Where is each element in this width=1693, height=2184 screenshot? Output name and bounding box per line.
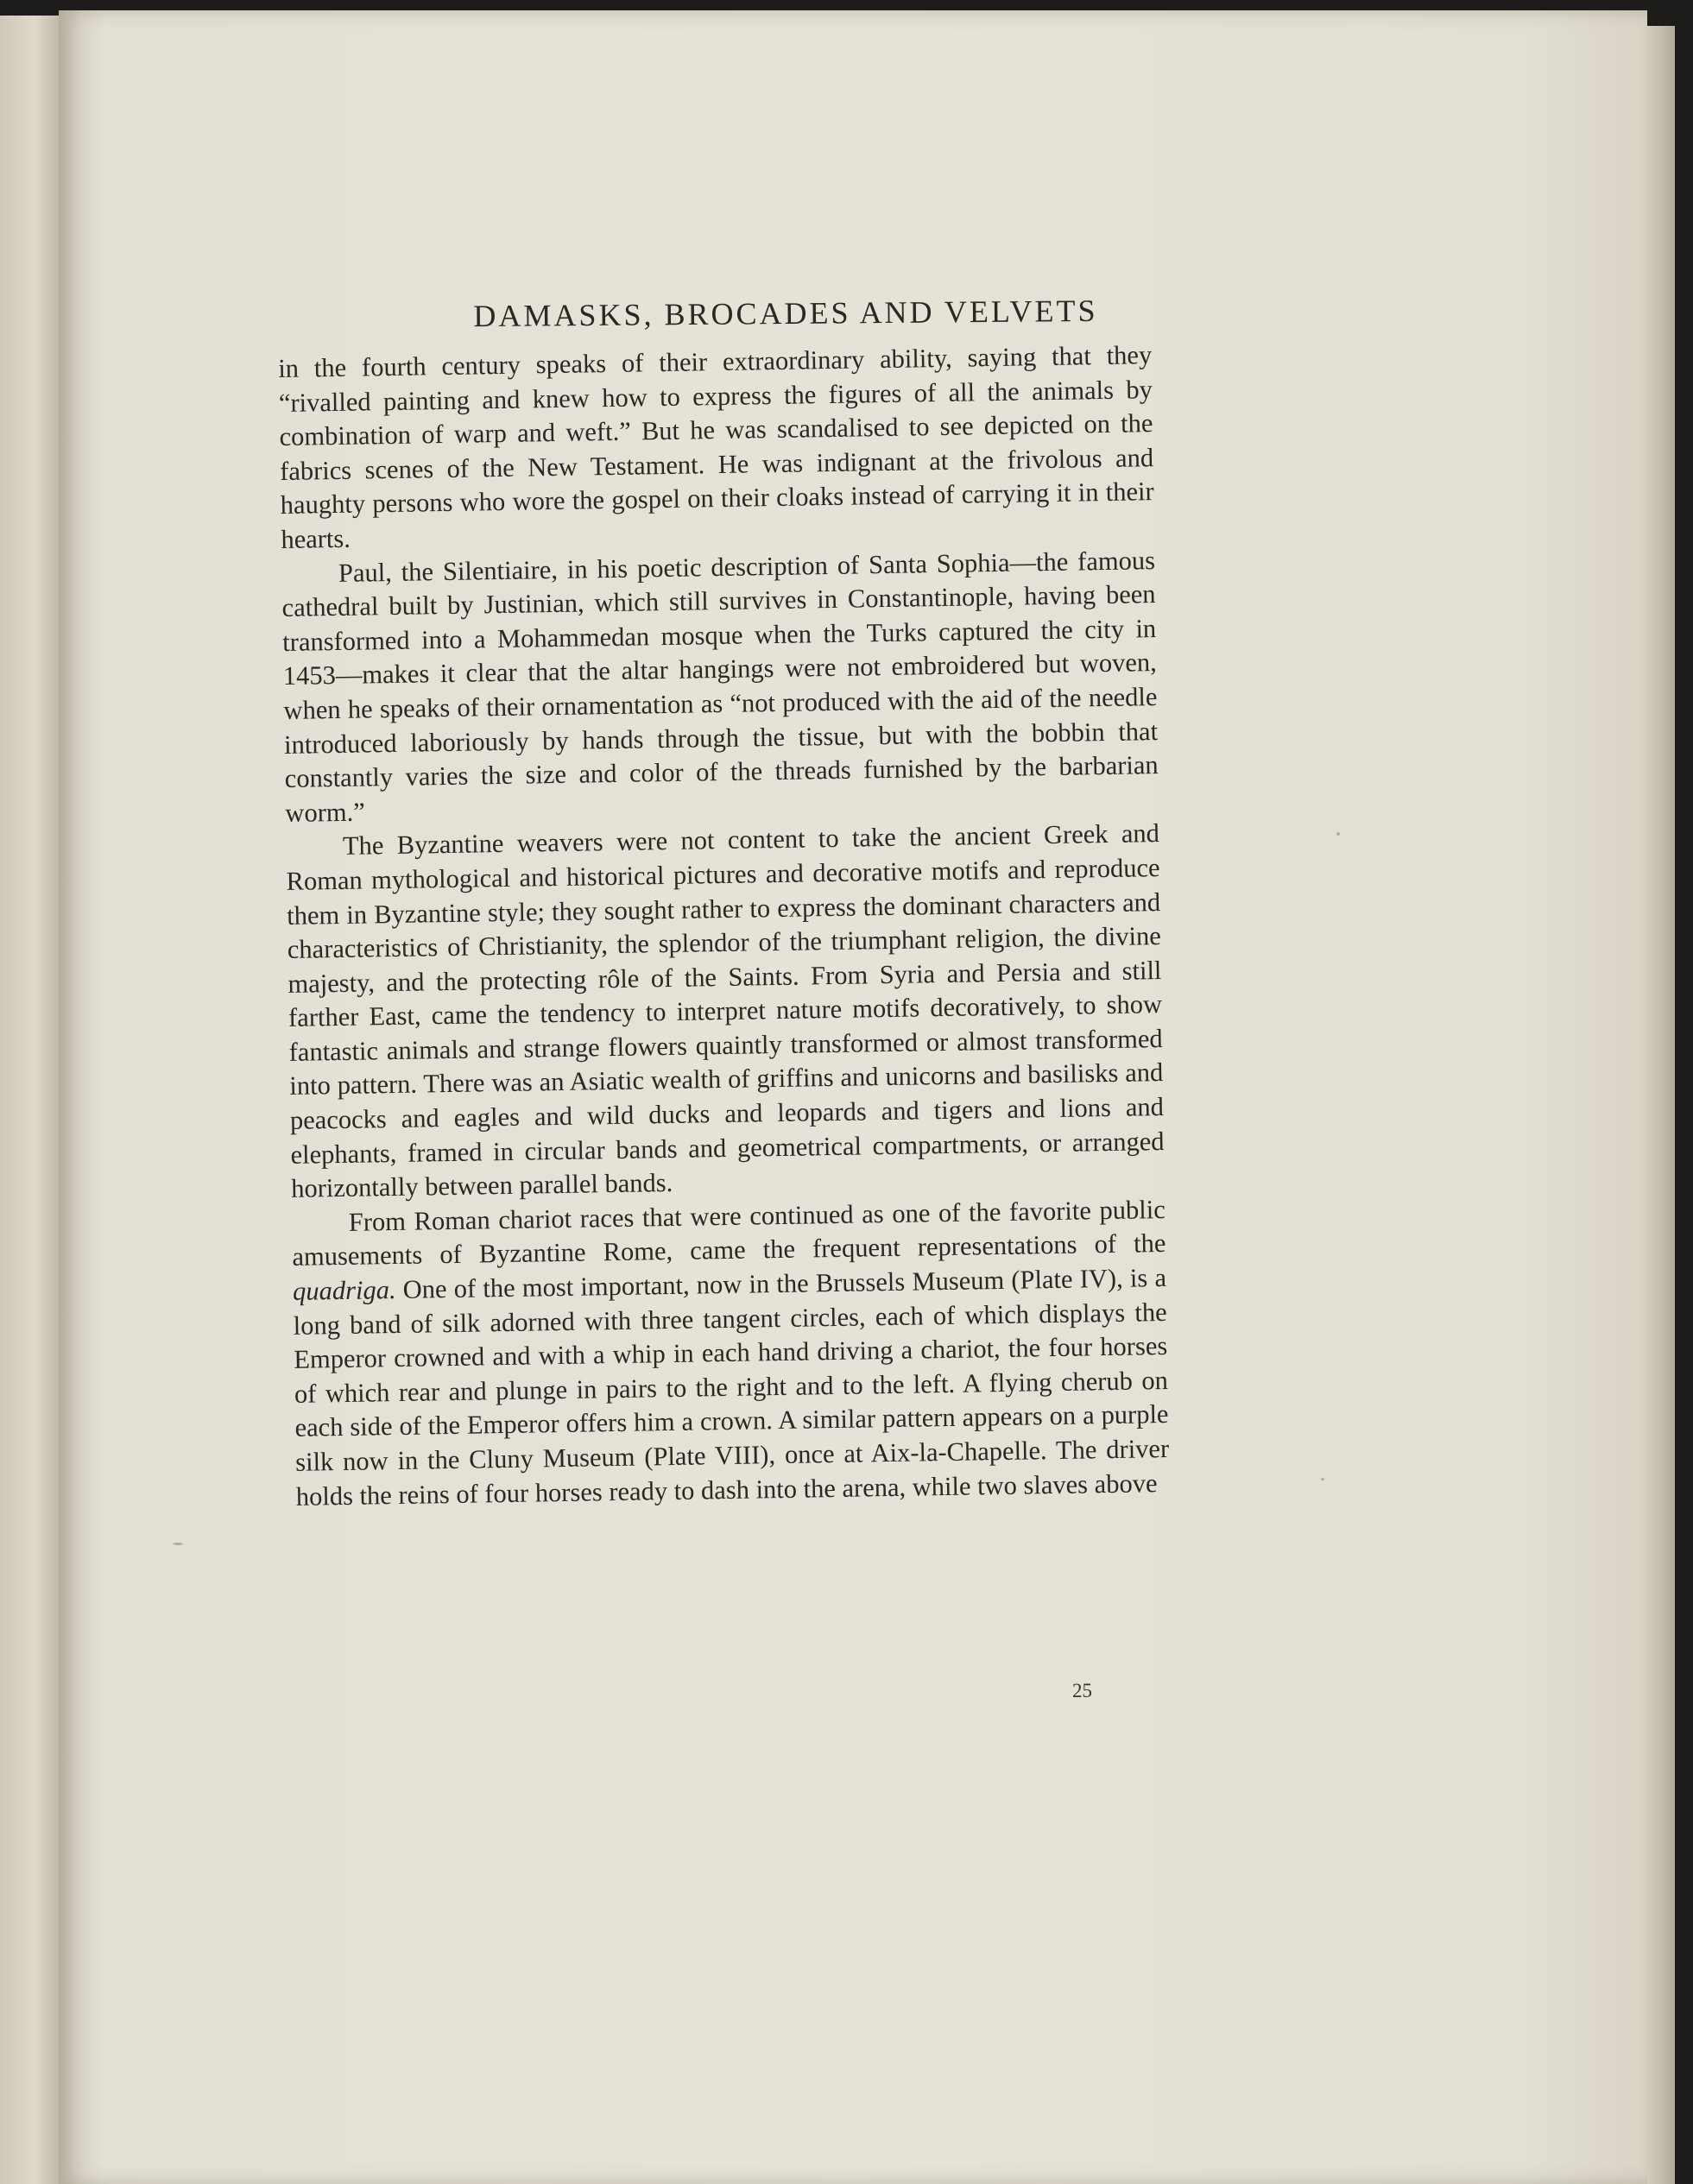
paragraph: The Byzantine weavers were not content to take the ancient Greek and Roman mythological and historical pictures and decorative motifs and reproduce them in Byzantine style; they sought rather to express the dominant characters and characteristics of Christianity, the splendor of the triumphant religion, the divine majesty, and the protecting rôle of the Saints. From Syria and Persia and still farther East, came the tendency to interpret nature motifs decoratively, to show fantastic animals and strange flowers quaintly transformed or almost transformed into pattern. There was an Asiatic wealth of griffins and unicorns and basilisks and peacocks and eagles and wild ducks and leopards and tigers and lions and elephants, framed in circular bands and geometrical compartments, or arranged horizontally between parallel bands. [286, 818, 1165, 1204]
running-head: DAMASKS, BROCADES AND VELVETS [473, 293, 1098, 334]
facing-page-edge [0, 16, 64, 2184]
paragraph-text: One of the most important, now in the Brussels Museum (Plate IV), is a long band of silk adorned with three tangent circles, each of which displays the Emperor crowned and with a whip in each hand driving a chariot, the four horses of which rear and plunge in pairs to the right and to the left. A flying cherub on each side of the Emperor offers him a crown. A similar pattern appears on a purple silk now in the Cluny Museum (Plate VIII), once at Aix-la-Chapelle. The driver holds the reins of four horses ready to dash into the arena, while two slaves above [293, 1263, 1170, 1512]
paper-speck [173, 1543, 183, 1545]
page-number: 25 [1072, 1680, 1092, 1701]
paper-speck [1321, 1478, 1324, 1480]
italic-term: quadriga. [292, 1275, 396, 1306]
body-text [278, 338, 1170, 1514]
paragraph-text: From Roman chariot races that were continued as one of the favorite public amusements of Byzantine Rome, came the frequent representations of the [292, 1194, 1166, 1272]
paper-speck [1336, 832, 1340, 836]
paragraph: Paul, the Silentiaire, in his poetic description of Santa Sophia—the famous cathedral built by Justinian, which still survives in Constantinople, having been transformed into a Mohammedan mosque when the Turks captured the city in 1453—makes it clear that the altar hangings were not embroidered but woven, when he speaks of their ornamentation as “not produced with the aid of the needle introduced laboriously by hands through the tissue, but with the bobbin that constantly varies the size and color of the threads furnished by the barbarian worm.” [281, 545, 1159, 828]
paragraph: in the fourth century speaks of their extraordinary ability, saying that they “rivalled painting and knew how to express the figures of all the animals by combination of warp and weft.” But he was scandalised to see depicted on the fabrics scenes of the New Testament. He was indignant at the frivolous and haughty persons who wore the gospel on their cloaks instead of carrying it in their hearts. [278, 340, 1154, 554]
paragraph [292, 1193, 1170, 1514]
